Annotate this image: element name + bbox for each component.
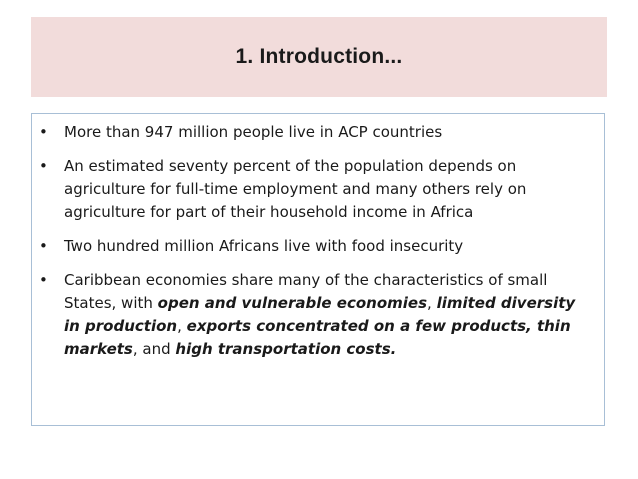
bullet-list: [32, 121, 604, 372]
content-box: [31, 113, 605, 426]
bullet-dot: •: [39, 271, 48, 289]
bullet-text: An estimated seventy percent of the population depends on agriculture for full-time employment and many others rely on agriculture for part of their household income in Africa: [64, 157, 527, 221]
bullet-emphasis: limited diversity in production: [64, 294, 576, 335]
bullet-emphasis: exports concentrated on a few products, thin markets: [64, 317, 571, 358]
bullet-emphasis: high transportation costs.: [175, 340, 397, 358]
bullet-dot: •: [39, 157, 48, 175]
bullet-text: Caribbean economies share many of the characteristics of small States, with: [64, 271, 548, 312]
bullet-dot: •: [39, 123, 48, 141]
slide-title: 1. Introduction...: [235, 45, 403, 68]
bullet-text: ,: [177, 317, 187, 335]
bullet-dot: •: [39, 237, 48, 255]
bullet-item: [32, 269, 604, 361]
bullet-text: ,: [427, 294, 437, 312]
bullet-emphasis: open and vulnerable economies: [157, 294, 428, 312]
bullet-text: More than 947 million people live in ACP countries: [64, 123, 443, 141]
bullet-text: , and: [132, 340, 176, 358]
bullet-item: [32, 235, 604, 258]
bullet-item: [32, 121, 604, 144]
title-banner: [31, 17, 607, 97]
bullet-text: Two hundred million Africans live with food insecurity: [64, 237, 464, 255]
bullet-item: [32, 155, 604, 224]
